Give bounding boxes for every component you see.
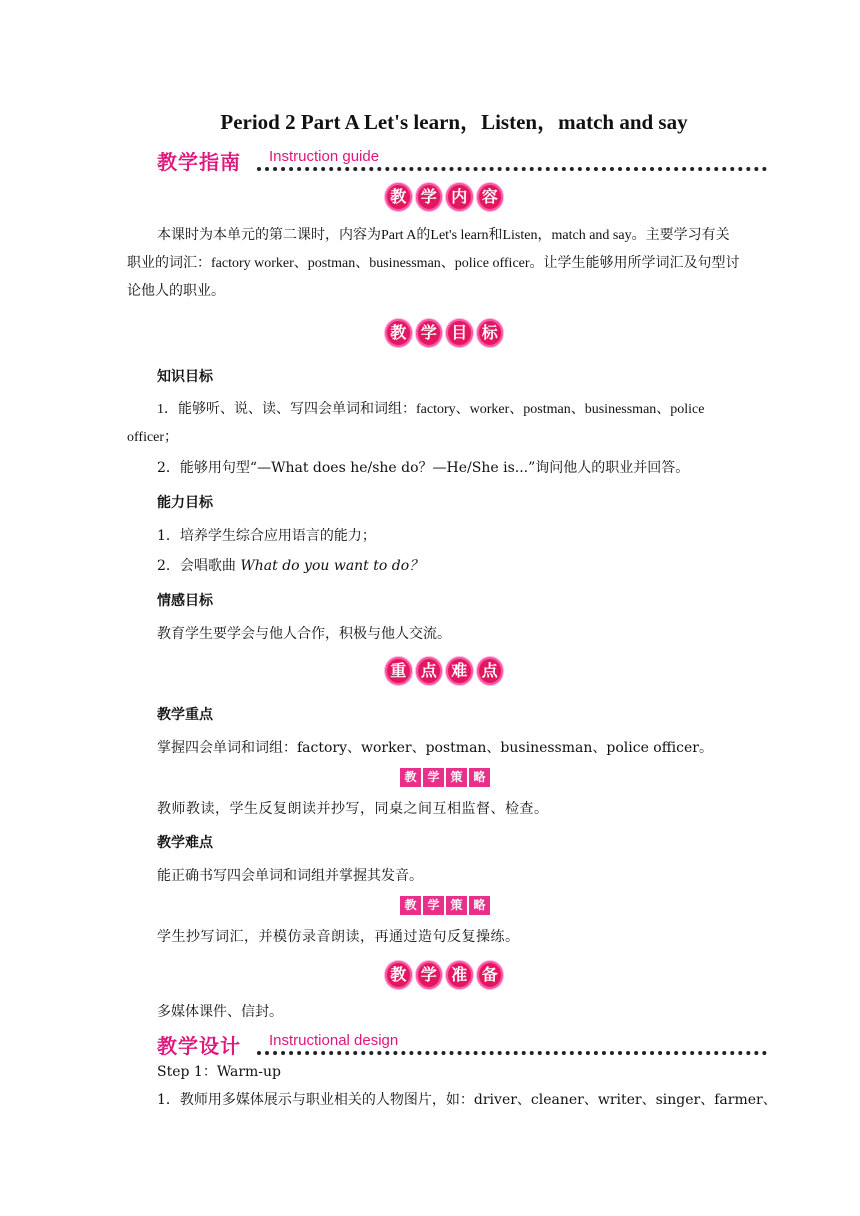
strategy-char: 略 xyxy=(469,768,490,787)
emotion-goal-1: 教育学生要学会与他人合作，积极与他人交流。 xyxy=(157,626,451,642)
strategy-char: 学 xyxy=(423,896,444,915)
strategy-char: 教 xyxy=(400,768,421,787)
badge-char: 备 xyxy=(476,960,505,990)
ability-goal-2-prefix: 2．会唱歌曲 xyxy=(157,558,241,574)
section-header-instructional-design xyxy=(157,1030,767,1060)
badge-teaching-content xyxy=(384,182,504,212)
badge-char: 标 xyxy=(476,318,505,348)
badge-teaching-preparation xyxy=(384,960,504,990)
step-1-heading: Step 1：Warm-up xyxy=(157,1064,282,1080)
section-header-cn: 教学设计 xyxy=(157,1034,241,1058)
badge-char: 学 xyxy=(415,960,444,990)
section-header-en: Instruction guide xyxy=(269,148,380,165)
difficult-point-1: 能正确书写四会单词和词组并掌握其发音。 xyxy=(157,868,423,884)
badge-char: 点 xyxy=(476,656,505,686)
badge-char: 点 xyxy=(415,656,444,686)
strategy-char: 策 xyxy=(446,896,467,915)
knowledge-goal-2: 2．能够用句型“—What does he/she do？—He/She is...”询问他人的职业并回答。 xyxy=(157,460,690,476)
badge-teaching-goals xyxy=(384,318,504,348)
preparation-materials: 多媒体课件、信封。 xyxy=(157,1004,283,1020)
section-header-cn: 教学指南 xyxy=(157,150,241,174)
page-title: Period 2 Part A Let's learn，Listen，match and say xyxy=(220,110,688,134)
difficult-points-heading: 教学难点 xyxy=(157,835,213,851)
badge-char: 教 xyxy=(384,960,413,990)
section-header-en: Instructional design xyxy=(269,1032,399,1049)
strategy-char: 教 xyxy=(400,896,421,915)
strategy-char: 略 xyxy=(469,896,490,915)
badge-char: 难 xyxy=(445,656,474,686)
knowledge-goals-heading: 知识目标 xyxy=(157,369,213,385)
strategy-text-2: 学生抄写词汇，并模仿录音朗读，再通过造句反复操练。 xyxy=(157,929,520,945)
content-paragraph: 本课时为本单元的第二课时，内容为Part A的Let's learn和Listen，match and say。主要学习有关职业的词汇：factory worker、postman、businessman、police officer。让学生能够用所学词汇及句型讨论他人的职业。 xyxy=(127,228,740,299)
badge-char: 准 xyxy=(445,960,474,990)
ability-goal-1: 1．培养学生综合应用语言的能力； xyxy=(157,528,376,544)
ability-goal-2 xyxy=(157,556,423,576)
emotion-goals-heading: 情感目标 xyxy=(157,593,213,609)
dotted-divider xyxy=(257,1051,767,1055)
ability-goals-heading: 能力目标 xyxy=(157,495,213,511)
section-header-instruction-guide xyxy=(157,146,767,176)
badge-char: 重 xyxy=(384,656,413,686)
dotted-divider xyxy=(257,167,767,171)
badge-char: 教 xyxy=(384,318,413,348)
step-1-item-1: 1．教师用多媒体展示与职业相关的人物图片，如：driver、cleaner、writer、singer、farmer、 xyxy=(157,1092,777,1108)
strategy-char: 学 xyxy=(423,768,444,787)
badge-char: 内 xyxy=(445,182,474,212)
knowledge-goal-1: 1．能够听、说、读、写四会单词和词组：factory、worker、postman、businessman、police officer； xyxy=(127,402,705,445)
badge-char: 学 xyxy=(415,318,444,348)
badge-char: 学 xyxy=(415,182,444,212)
strategy-char: 策 xyxy=(446,768,467,787)
strategy-label xyxy=(398,768,492,788)
strategy-label xyxy=(398,896,492,916)
badge-key-difficult-points xyxy=(384,656,504,686)
key-point-1: 掌握四会单词和词组：factory、worker、postman、businessman、police officer。 xyxy=(157,740,713,756)
badge-char: 容 xyxy=(476,182,505,212)
badge-char: 教 xyxy=(384,182,413,212)
song-title: What do you want to do？ xyxy=(240,558,424,574)
strategy-text-1: 教师教读，学生反复朗读并抄写，同桌之间互相监督、检查。 xyxy=(157,801,549,817)
badge-char: 目 xyxy=(445,318,474,348)
key-points-heading: 教学重点 xyxy=(157,707,213,723)
